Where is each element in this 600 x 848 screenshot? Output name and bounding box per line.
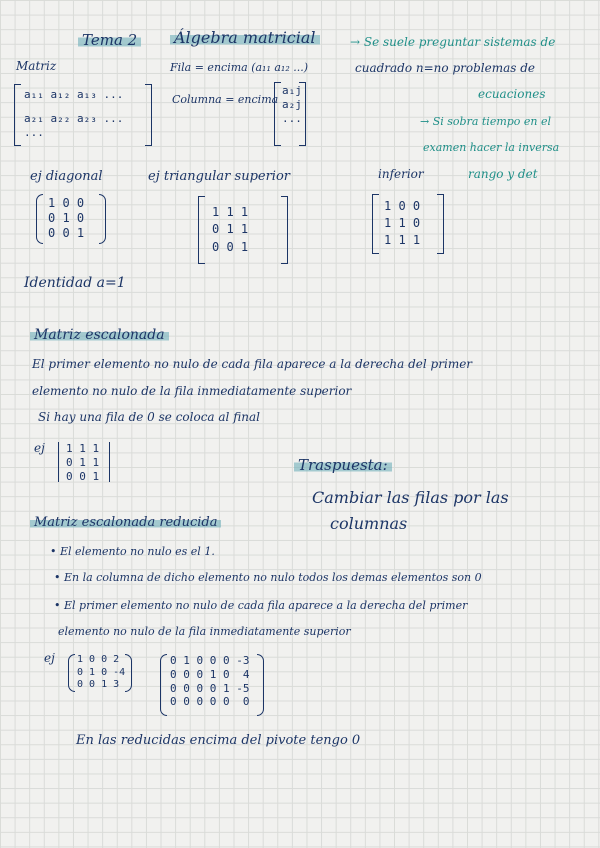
matrix-row: 0 1 0 <box>48 211 85 225</box>
matrix-row: 0 1 0 -4 <box>77 666 126 678</box>
inferior-label: inferior <box>378 167 424 181</box>
diagonal-label: ej diagonal <box>30 169 103 184</box>
matrix-row: 0 0 1 <box>212 239 249 254</box>
matrix-row: 1 1 1 <box>212 205 249 219</box>
matrix-row: 1 1 1 <box>384 232 421 247</box>
exam-note-4: → Si sobra tiempo en el <box>420 115 552 128</box>
matrix-row: ... <box>282 111 302 125</box>
exam-note-5: examen hacer la inversa <box>423 141 560 154</box>
diagonal-matrix <box>36 194 106 244</box>
matrix-row: 0 0 0 1 0 4 <box>170 667 250 681</box>
columna-label: Columna = encima <box>172 93 279 106</box>
matrix-row: 0 0 1 <box>66 469 100 483</box>
identidad-label: Identidad a=1 <box>24 275 126 291</box>
matrix-row: 0 0 0 0 1 -5 <box>170 681 250 695</box>
tema-title: Tema 2 <box>78 33 141 48</box>
matrix-row: ... <box>24 125 44 139</box>
matrix-row: 0 0 1 <box>48 226 85 240</box>
reducida-example-matrix-2 <box>160 654 264 716</box>
matrix-row: 1 1 1 <box>66 442 100 455</box>
matrix-row: a₂₁ a₂₂ a₂₃ ... <box>24 111 124 125</box>
escalonada-ej-label: ej <box>34 441 45 455</box>
superior-label: ej triangular superior <box>148 169 290 184</box>
reducida-bullet-1: • El elemento no nulo es el 1. <box>50 545 215 558</box>
exam-note-3: ecuaciones <box>478 87 546 101</box>
exam-note-1: → Se suele preguntar sistemas de <box>350 35 556 49</box>
matrix-row: a₂j <box>282 97 302 111</box>
matrix-row: 1 0 0 2 <box>77 654 120 665</box>
matriz-columna <box>274 82 306 146</box>
matrix-row: 0 1 1 <box>212 222 249 237</box>
reducida-bullet-4: elemento no nulo de la fila inmediatamente superior <box>58 625 351 638</box>
matriz-label: Matriz <box>16 59 57 73</box>
matrix-row: 0 1 1 <box>66 455 100 469</box>
matrix-row: 0 0 0 0 0 0 <box>170 695 250 709</box>
reducida-bullet-2: • En la columna de dicho elemento no nulo todos los demas elementos son 0 <box>54 571 482 584</box>
matrix-row: 0 0 1 3 <box>77 679 120 690</box>
reducida-ej-label: ej <box>44 651 55 665</box>
reducida-heading: Matriz escalonada reducida <box>30 516 221 529</box>
matrix-row: 1 0 0 <box>384 199 421 213</box>
matrix-row: 1 0 0 <box>48 196 85 210</box>
traspuesta-heading: Traspuesta: <box>294 458 392 473</box>
matrix-row: 1 1 0 <box>384 215 421 230</box>
traspuesta-line-1: Cambiar las filas por las <box>312 488 509 507</box>
exam-note-2: cuadrado n=no problemas de <box>355 61 535 75</box>
reducida-example-matrix-1 <box>68 654 132 692</box>
fila-label: Fila = encima (a₁₁ a₁₂ ...) <box>170 61 309 74</box>
superior-matrix <box>198 196 288 264</box>
matriz-general <box>14 84 152 146</box>
matrix-row: a₁j <box>282 84 302 97</box>
escalonada-line-3: Si hay una fila de 0 se coloca al final <box>38 410 260 424</box>
escalonada-line-2: elemento no nulo de la fila inmediatamente superior <box>32 384 352 398</box>
escalonada-line-1: El primer elemento no nulo de cada fila aparece a la derecha del primer <box>32 357 473 371</box>
exam-note-6: rango y det <box>468 167 538 181</box>
matrix-row: a₁₁ a₁₂ a₁₃ ... <box>24 88 124 101</box>
traspuesta-line-2: columnas <box>330 514 408 533</box>
escalonada-heading: Matriz escalonada <box>30 328 169 342</box>
reducida-final-note: En las reducidas encima del pivote tengo 0 <box>76 733 361 748</box>
reducida-bullet-3: • El primer elemento no nulo de cada fila aparece a la derecha del primer <box>54 599 468 612</box>
escalonada-example-matrix <box>58 442 110 482</box>
page-title: Álgebra matricial <box>170 30 320 46</box>
matrix-row: 0 1 0 0 0 -3 <box>170 654 250 667</box>
inferior-matrix <box>372 194 444 254</box>
